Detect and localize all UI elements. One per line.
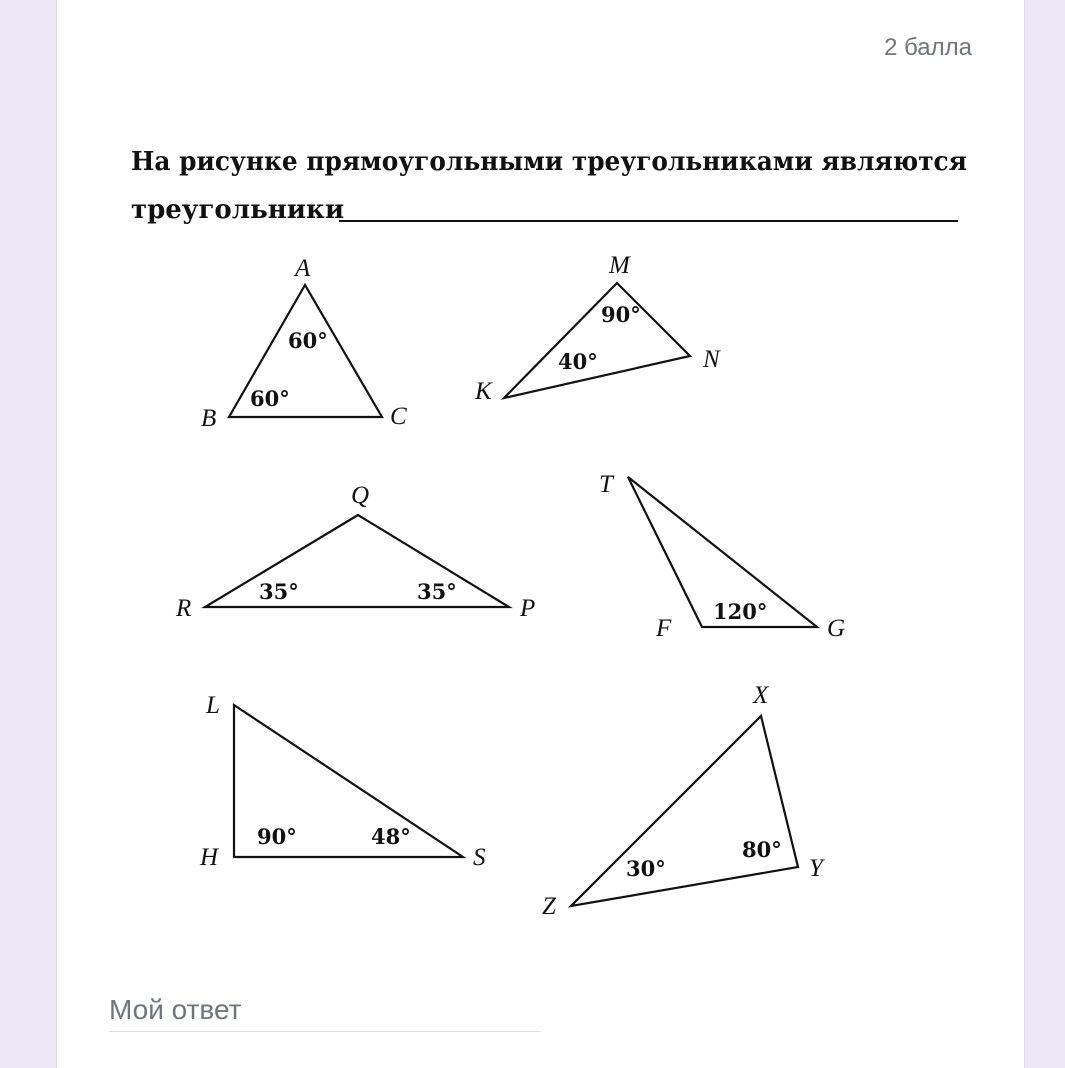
vertex-label: F xyxy=(656,615,672,642)
vertex-label: P xyxy=(520,595,536,622)
vertex-label: S xyxy=(473,844,486,871)
triangle-qrp xyxy=(175,482,535,622)
triangle-tfg xyxy=(599,471,845,642)
vertex-label: T xyxy=(599,471,613,498)
angle-label: 60° xyxy=(250,386,290,411)
angle-label: 48° xyxy=(371,824,411,849)
vertex-label: X xyxy=(753,682,769,709)
angle-label: 90° xyxy=(257,824,297,849)
question-card xyxy=(56,0,1025,1068)
angle-label: 90° xyxy=(601,302,641,327)
vertex-label: B xyxy=(201,405,217,432)
vertex-label: K xyxy=(475,378,492,405)
vertex-label: N xyxy=(703,346,720,373)
angle-label: 40° xyxy=(558,349,598,374)
points-label: 2 балла xyxy=(884,34,972,61)
triangle-qrp-shape xyxy=(205,515,509,607)
triangle-abc xyxy=(201,255,407,432)
angle-label: 35° xyxy=(417,579,457,604)
angle-label: 60° xyxy=(288,328,328,353)
angle-label: 80° xyxy=(742,837,782,862)
triangle-lhs xyxy=(199,692,486,871)
angle-label: 30° xyxy=(626,856,666,881)
vertex-label: H xyxy=(200,844,219,871)
vertex-label: L xyxy=(206,692,220,719)
triangle-xzy-shape xyxy=(571,716,798,906)
vertex-label: R xyxy=(176,595,192,622)
triangle-xzy xyxy=(542,682,826,920)
angle-label: 120° xyxy=(713,599,768,624)
vertex-label: Y xyxy=(809,855,823,882)
angle-label: 35° xyxy=(259,579,299,604)
vertex-label: M xyxy=(609,252,630,279)
triangle-mkn xyxy=(474,252,721,405)
question-text-line1: На рисунке прямоугольными треугольниками являются xyxy=(131,147,967,177)
vertex-label: C xyxy=(390,403,407,430)
answer-input[interactable] xyxy=(109,988,541,1032)
vertex-label: G xyxy=(827,615,846,642)
triangle-mkn-shape xyxy=(504,283,690,398)
question-text-line2: треугольники xyxy=(131,195,345,225)
vertex-label: Z xyxy=(542,893,556,920)
vertex-label: A xyxy=(295,255,311,282)
question-image xyxy=(57,0,1026,960)
vertex-label: Q xyxy=(351,482,370,509)
